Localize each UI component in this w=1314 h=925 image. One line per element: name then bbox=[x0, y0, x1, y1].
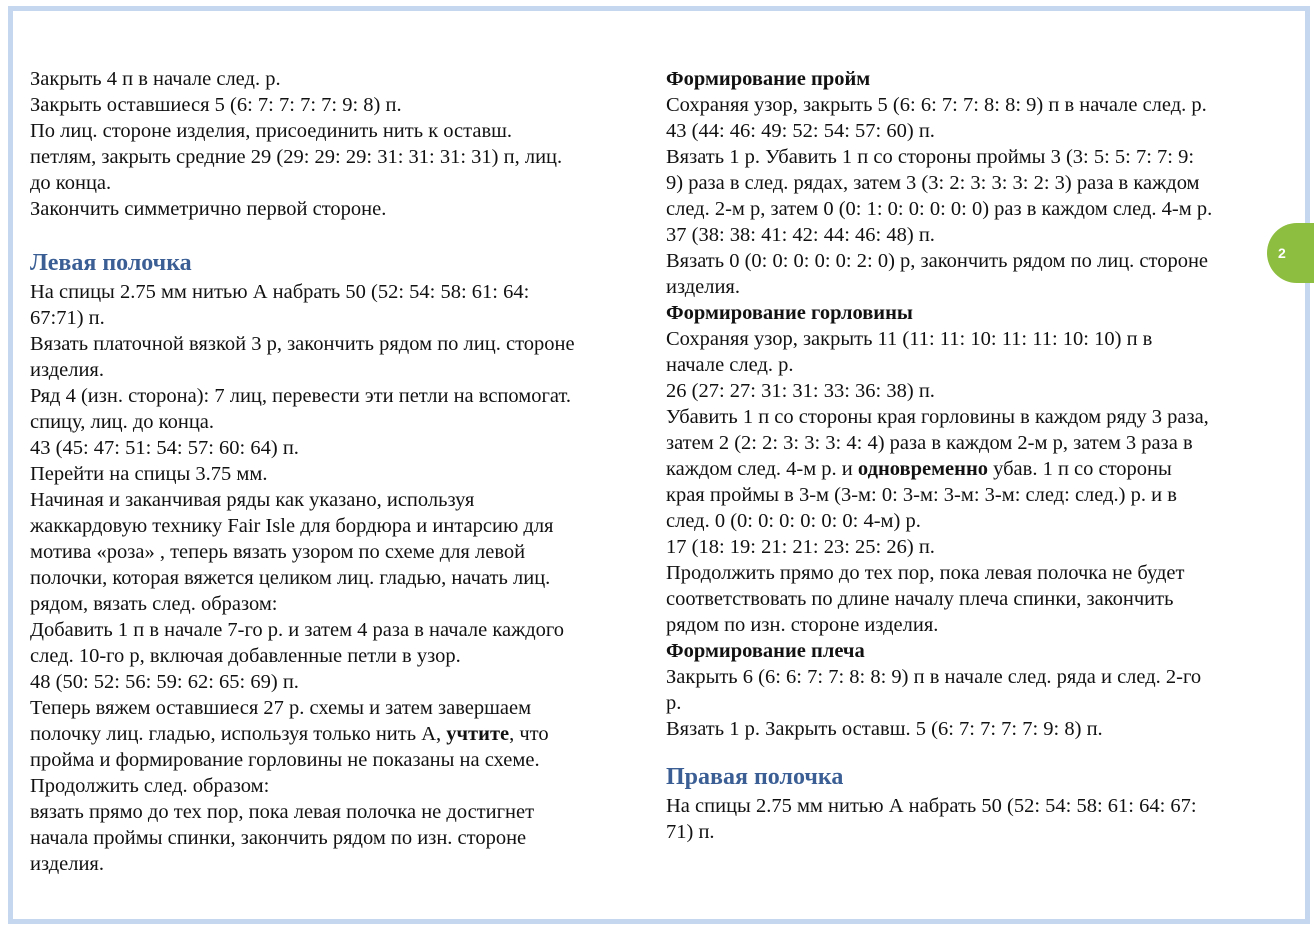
text-line: р. bbox=[666, 692, 682, 714]
text-line: рядом, вязать след. образом: bbox=[30, 593, 278, 615]
simul-text-before: каждом след. 4-м р. и bbox=[666, 458, 858, 480]
text-line: мотива «роза» , теперь вязать узором по схеме для левой bbox=[30, 541, 526, 563]
section-heading-left-front: Левая полочка bbox=[30, 250, 192, 276]
text-line: петлям, закрыть средние 29 (29: 29: 29: 31: 31: 31: 31) п, лиц. bbox=[30, 146, 563, 168]
text-line: На спицы 2.75 мм нитью А набрать 50 (52: 54: 58: 61: 64: bbox=[30, 281, 530, 303]
right-column bbox=[666, 66, 1266, 845]
text-line: 26 (27: 27: 31: 31: 33: 36: 38) п. bbox=[666, 380, 935, 402]
section-subheading-armhole: Формирование пройм bbox=[666, 68, 871, 90]
note-text-before: полочку лиц. гладью, используя только нить А, bbox=[30, 723, 447, 745]
text-line: Закрыть 4 п в начале след. р. bbox=[30, 68, 281, 90]
section-subheading-shoulder: Формирование плеча bbox=[666, 640, 865, 662]
text-line: 48 (50: 52: 56: 59: 62: 65: 69) п. bbox=[30, 671, 299, 693]
text-line: 9) раза в след. рядах, затем 3 (3: 2: 3: 3: 3: 2: 3) раза в каждом bbox=[666, 172, 1200, 194]
text-line: жаккардовую технику Fair Isle для бордюра и интарсию для bbox=[30, 515, 554, 537]
text-line: 67:71) п. bbox=[30, 307, 105, 329]
page-number-badge: 2 bbox=[1267, 223, 1314, 283]
text-line: 43 (44: 46: 49: 52: 54: 57: 60) п. bbox=[666, 120, 935, 142]
text-line: Вязать платочной вязкой 3 р, закончить рядом по лиц. стороне bbox=[30, 333, 575, 355]
text-line: Теперь вяжем оставшиеся 27 р. схемы и затем завершаем bbox=[30, 697, 532, 719]
text-line: Сохраняя узор, закрыть 5 (6: 6: 7: 7: 8: 8: 9) п в начале след. р. bbox=[666, 94, 1207, 116]
text-line: Добавить 1 п в начале 7-го р. и затем 4 раза в начале каждого bbox=[30, 619, 565, 641]
simul-emphasis: одновременно bbox=[857, 458, 989, 480]
text-line: начала проймы спинки, закончить рядом по изн. стороне bbox=[30, 827, 527, 849]
text-line: полочки, которая вяжется целиком лиц. гладью, начать лиц. bbox=[30, 567, 551, 589]
text-line: На спицы 2.75 мм нитью А набрать 50 (52: 54: 58: 61: 64: 67: bbox=[666, 795, 1197, 817]
text-line: 43 (45: 47: 51: 54: 57: 60: 64) п. bbox=[30, 437, 299, 459]
text-line: до конца. bbox=[30, 172, 112, 194]
note-emphasis: учтите bbox=[446, 723, 510, 745]
text-line-note bbox=[30, 721, 640, 747]
section-heading-right-front: Правая полочка bbox=[666, 764, 844, 790]
text-line: изделия. bbox=[30, 853, 104, 875]
text-line: спицу, лиц. до конца. bbox=[30, 411, 215, 433]
section-subheading-neck: Формирование горловины bbox=[666, 302, 913, 324]
text-line: затем 2 (2: 2: 3: 3: 3: 4: 4) раза в каждом 2-м р, затем 3 раза в bbox=[666, 432, 1193, 454]
text-line: Начиная и заканчивая ряды как указано, используя bbox=[30, 489, 475, 511]
note-text-after: , что bbox=[509, 723, 549, 745]
text-line: след. 10-го р, включая добавленные петли в узор. bbox=[30, 645, 461, 667]
spacer bbox=[30, 222, 640, 248]
text-line-simultaneous bbox=[666, 456, 1266, 482]
left-column bbox=[30, 66, 640, 877]
text-line: соответствовать по длине началу плеча спинки, закончить bbox=[666, 588, 1174, 610]
text-line: след. 2-м р, затем 0 (0: 1: 0: 0: 0: 0: 0) раз в каждом след. 4-м р. bbox=[666, 198, 1213, 220]
text-line: Закрыть оставшиеся 5 (6: 7: 7: 7: 7: 9: 8) п. bbox=[30, 94, 402, 116]
text-line: 17 (18: 19: 21: 21: 23: 25: 26) п. bbox=[666, 536, 935, 558]
text-line: вязать прямо до тех пор, пока левая полочка не достигнет bbox=[30, 801, 535, 823]
text-line: Убавить 1 п со стороны края горловины в каждом ряду 3 раза, bbox=[666, 406, 1209, 428]
text-line: Продолжить след. образом: bbox=[30, 775, 270, 797]
text-line: след. 0 (0: 0: 0: 0: 0: 0: 4-м) р. bbox=[666, 510, 921, 532]
text-line: рядом по изн. стороне изделия. bbox=[666, 614, 939, 636]
text-line: Закрыть 6 (6: 6: 7: 7: 8: 8: 9) п в начале след. ряда и след. 2-го bbox=[666, 666, 1202, 688]
text-line: Вязать 1 р. Убавить 1 п со стороны проймы 3 (3: 5: 5: 7: 7: 9: bbox=[666, 146, 1195, 168]
text-line: изделия. bbox=[666, 276, 740, 298]
text-line: начале след. р. bbox=[666, 354, 794, 376]
text-line: Ряд 4 (изн. сторона): 7 лиц, перевести эти петли на вспомогат. bbox=[30, 385, 572, 407]
text-line: пройма и формирование горловины не показаны на схеме. bbox=[30, 749, 540, 771]
text-line: 37 (38: 38: 41: 42: 44: 46: 48) п. bbox=[666, 224, 935, 246]
text-line: По лиц. стороне изделия, присоединить нить к оставш. bbox=[30, 120, 513, 142]
text-line: Сохраняя узор, закрыть 11 (11: 11: 10: 11: 11: 10: 10) п в bbox=[666, 328, 1153, 350]
text-line: Вязать 0 (0: 0: 0: 0: 0: 2: 0) р, закончить рядом по лиц. стороне bbox=[666, 250, 1209, 272]
text-line: края проймы в 3-м (3-м: 0: 3-м: 3-м: 3-м: след: след.) р. и в bbox=[666, 484, 1177, 506]
spacer bbox=[666, 742, 1266, 762]
text-line: Перейти на спицы 3.75 мм. bbox=[30, 463, 268, 485]
text-line: Закончить симметрично первой стороне. bbox=[30, 198, 387, 220]
text-line: 71) п. bbox=[666, 821, 715, 843]
simul-text-after: убав. 1 п со стороны bbox=[988, 458, 1172, 480]
text-line: Вязать 1 р. Закрыть оставш. 5 (6: 7: 7: 7: 7: 9: 8) п. bbox=[666, 718, 1103, 740]
text-line: Продолжить прямо до тех пор, пока левая полочка не будет bbox=[666, 562, 1185, 584]
text-line: изделия. bbox=[30, 359, 104, 381]
